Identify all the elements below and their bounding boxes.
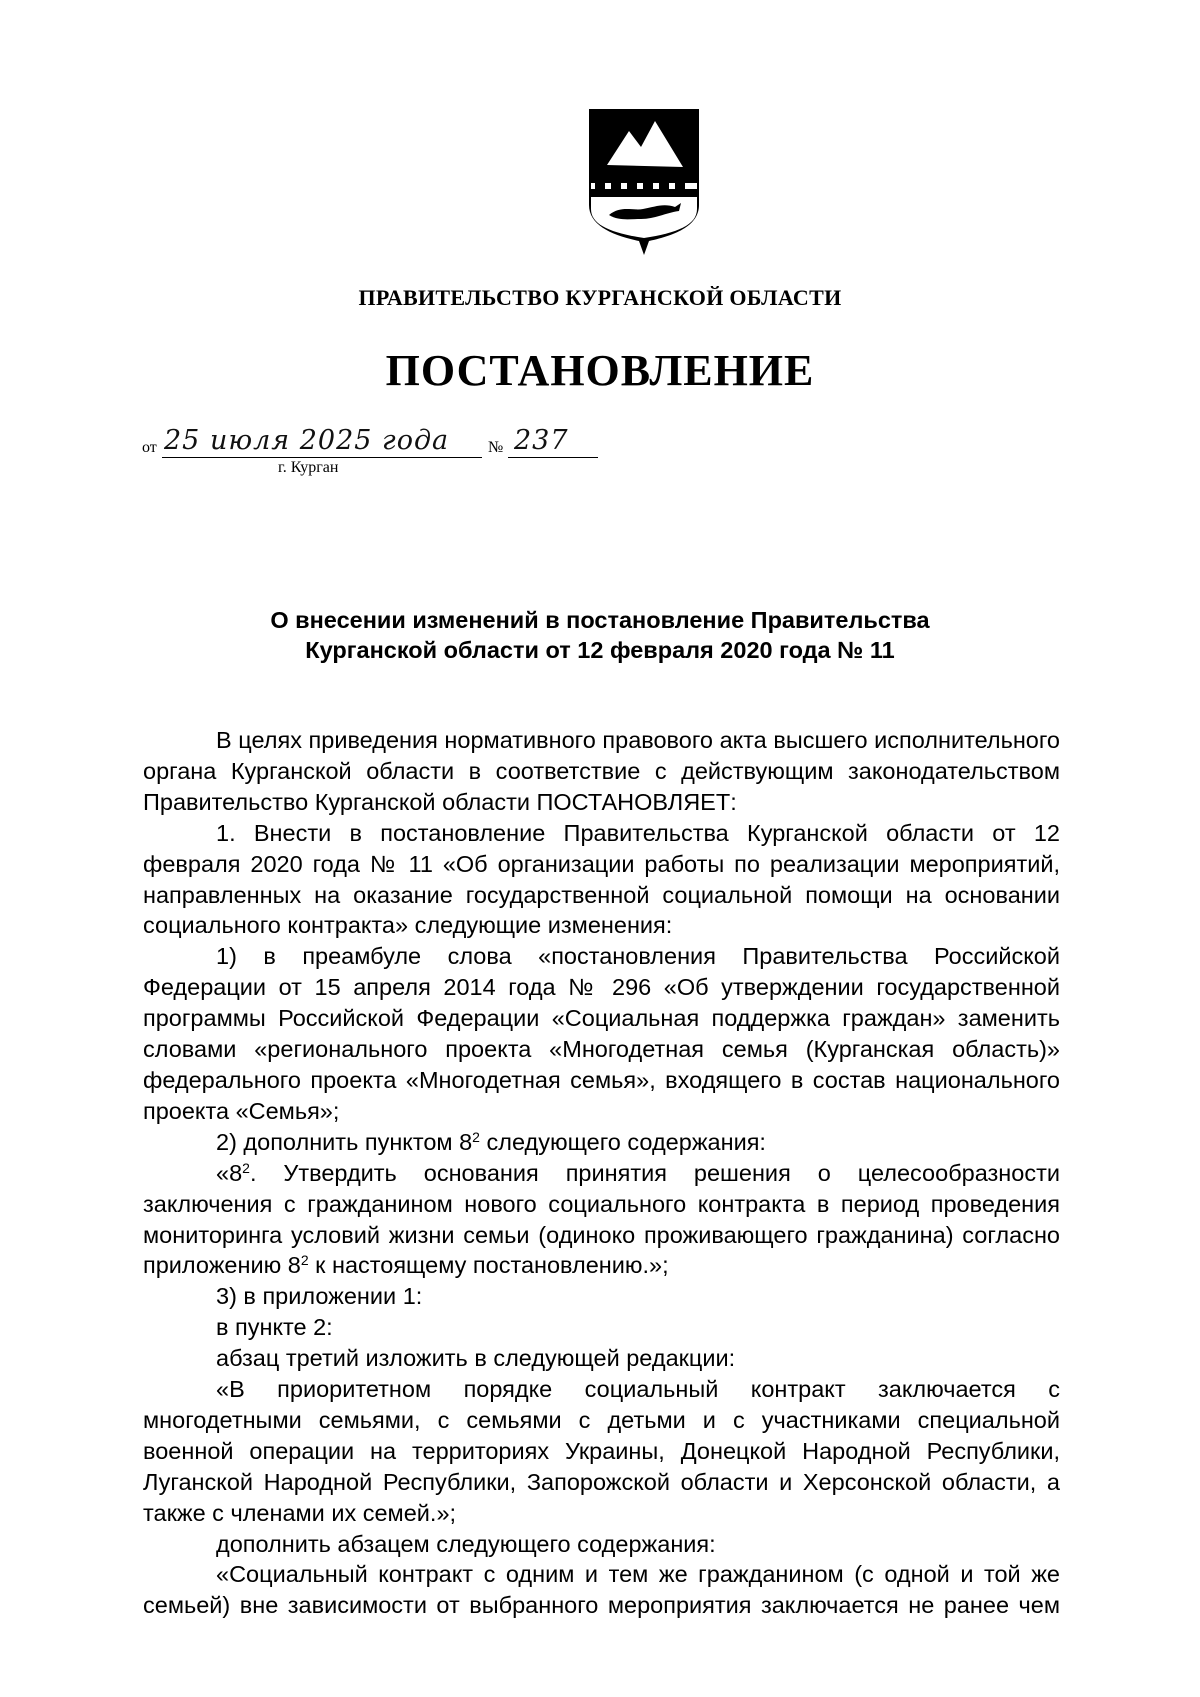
paragraph-new-point-8-2 — [143, 1158, 1060, 1282]
superscript: 2 — [472, 1128, 480, 1145]
subitem-2-text-b: следующего содержания: — [479, 1128, 766, 1155]
paragraph-subitem-1: 1) в преамбуле слова «постановления Правительства Российской Федерации от 15 апреля 2014 года № 296 «Об утверждении государственной программы Российской Федерации «Социальная поддержка граждан» заменить словами «регионального проекта «Многодетная семья (Курганская область)» федерального проекта «Многодетная семья», входящего в состав национального проекта «Семья»; — [143, 943, 1060, 1124]
superscript: 2 — [242, 1159, 250, 1176]
date-underline — [162, 457, 482, 458]
handwritten-number: 237 — [514, 425, 569, 456]
document-title — [0, 605, 1200, 665]
government-name: ПРАВИТЕЛЬСТВО КУРГАНСКОЙ ОБЛАСТИ — [358, 285, 842, 310]
superscript: 2 — [300, 1252, 309, 1269]
point-text-a: «8 — [216, 1159, 243, 1186]
point-text-c: к настоящему постановлению.»; — [308, 1252, 669, 1279]
paragraph-add-abzac: дополнить абзацем следующего содержания: — [216, 1530, 716, 1557]
date-number-line — [142, 425, 662, 485]
handwritten-date: 25 июля 2025 года — [164, 425, 450, 456]
point-text-b: . Утвердить основания принятия решения о целесообразности заключения с гражданином нового социального контракта в период проведения мониторинга условий жизни семьи (одиноко проживающего гражданина) согласно приложению 8 — [143, 1159, 1060, 1279]
paragraph-priority-quote: «В приоритетном порядке социальный контракт заключается с многодетными семьями, с семьями с детьми и с участниками специальной военной операции на территориях Украины, Донецкой Народной Республики, Луганской Народной Республики, Запорожской области и Херсонской области, а также с членами их семей.»; — [143, 1376, 1060, 1526]
title-line-1: О внесении изменений в постановление Правительства — [270, 607, 930, 633]
paragraph-subitem-2 — [143, 1127, 1060, 1158]
paragraph-third-abzac: абзац третий изложить в следующей редакции: — [216, 1345, 736, 1372]
number-underline — [508, 457, 598, 458]
title-line-2: Курганской области от 12 февраля 2020 года № 11 — [305, 637, 895, 663]
paragraph-preamble: В целях приведения нормативного правового акта высшего исполнительного органа Курганской области в соответствие с действующим законодательством Правительство Курганской области ПОСТАНОВЛЯЕТ: — [143, 727, 1060, 815]
date-prefix: от — [142, 439, 157, 456]
subitem-2-text-a: 2) дополнить пунктом 8 — [216, 1128, 473, 1155]
city-label: г. Курган — [278, 459, 339, 476]
document-body — [143, 725, 1060, 1621]
number-prefix: № — [488, 439, 504, 456]
paragraph-contract-quote: «Социальный контракт с одним и тем же гражданином (с одной и той же семьей) вне зависимости от выбранного мероприятия заключается не ранее чем — [143, 1561, 1060, 1619]
paragraph-point-2: в пункте 2: — [216, 1314, 333, 1341]
document-type-heading: ПОСТАНОВЛЕНИЕ — [385, 346, 815, 395]
paragraph-subitem-3: 3) в приложении 1: — [216, 1283, 423, 1310]
kurgan-region-coat-of-arms-icon — [585, 107, 703, 257]
paragraph-item-1: 1. Внести в постановление Правительства Курганской области от 12 февраля 2020 года № 11 «Об организации работы по реализации мероприятий, направленных на оказание государственной социальной помощи на основании социального контракта» следующие изменения: — [143, 819, 1060, 939]
